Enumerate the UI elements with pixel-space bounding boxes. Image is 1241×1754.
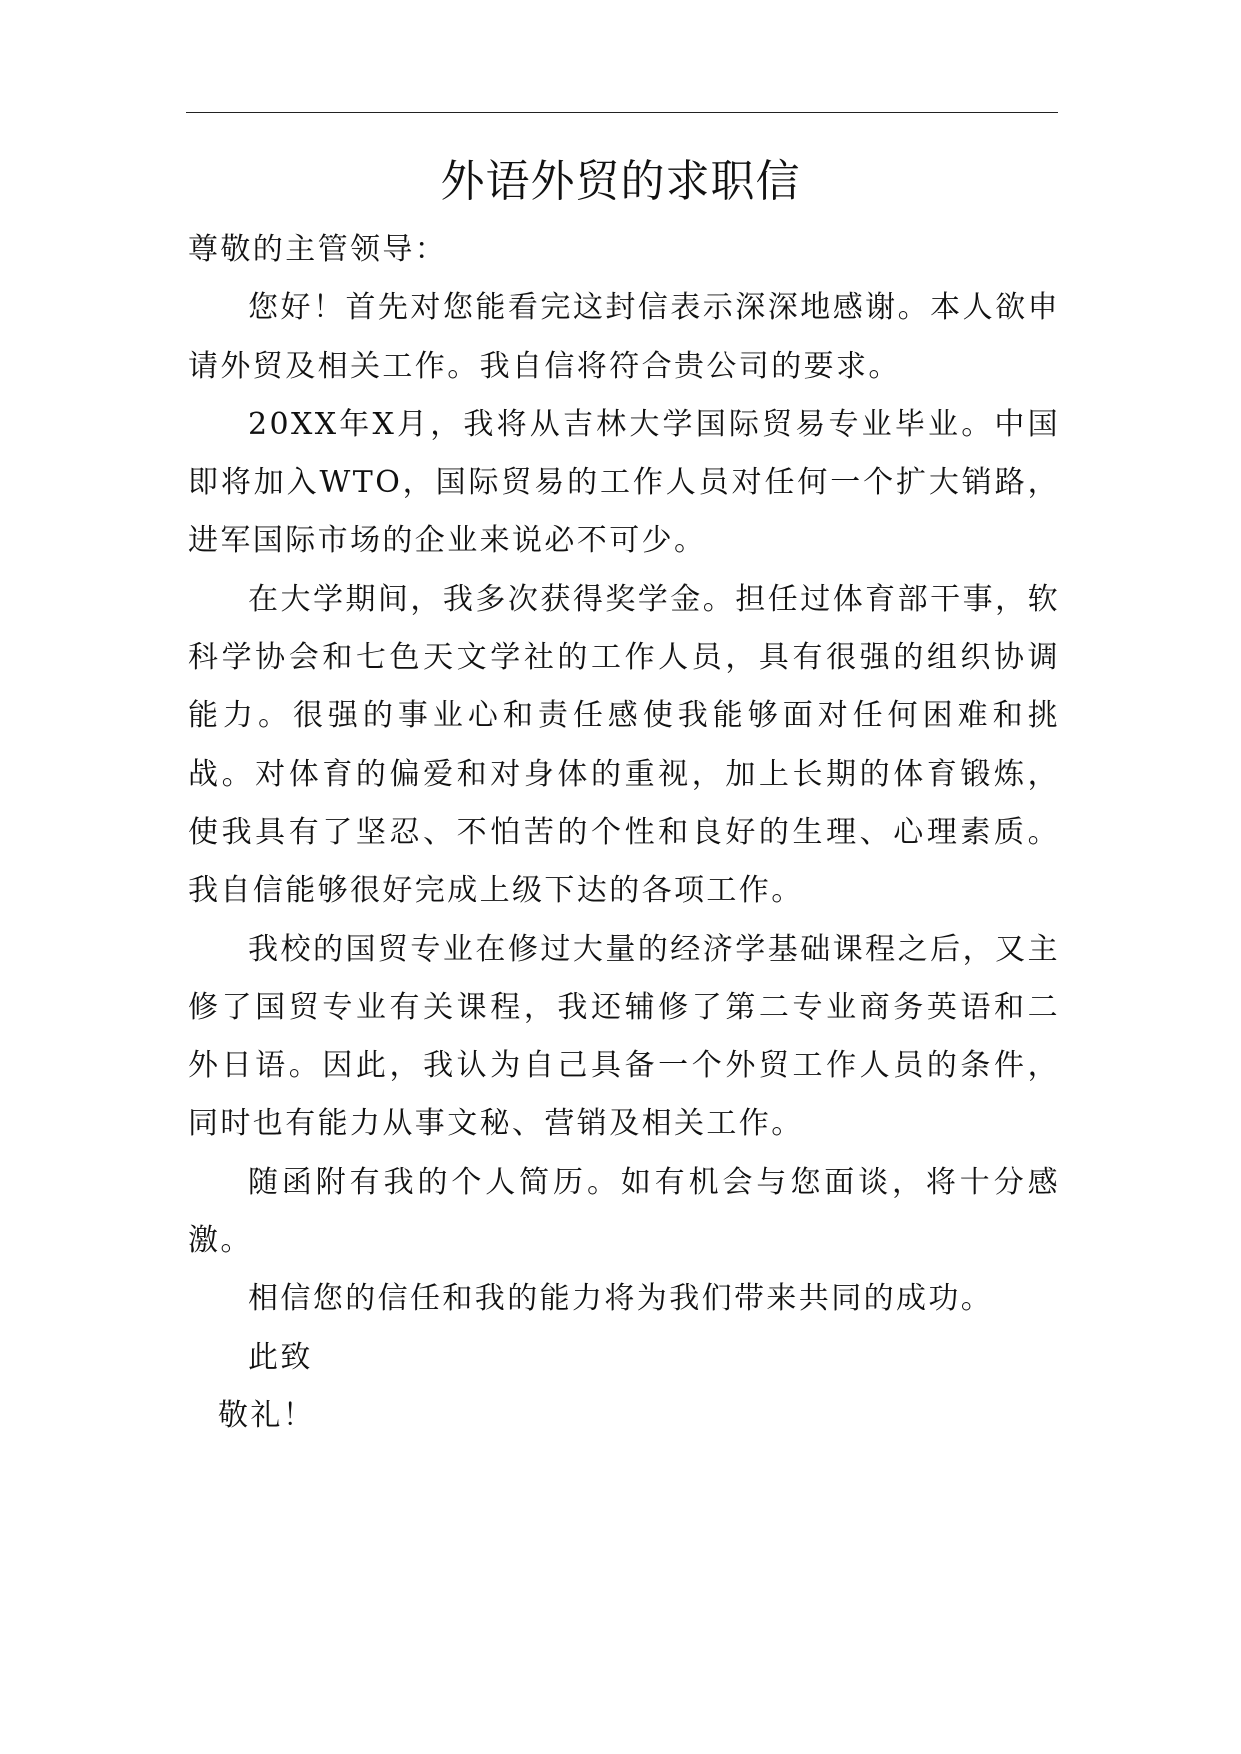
page-title: 外语外贸的求职信 xyxy=(440,156,801,207)
paragraph-university-experience: 在大学期间，我多次获得奖学金。担任过体育部干事，软科学协会和七色天文学社的工作人员，具有很强的组织协调能力。很强的事业心和责任感使我能够面对任何困难和挑战。对体育的偏爱和对身体的重视，加上长期的体育锻炼，使我具有了坚忍、不怕苦的个性和良好的生理、心理素质。我自信能够很好完成上级下达的各项工作。 xyxy=(188,581,1060,909)
paragraph-greeting: 您好！首先对您能看完这封信表示深深地感谢。本人欲申请外贸及相关工作。我自信将符合贵公司的要求。 xyxy=(188,290,1060,384)
paragraph-coursework: 我校的国贸专业在修过大量的经济学基础课程之后，又主修了国贸专业有关课程，我还辅修了第二专业商务英语和二外日语。因此，我认为自己具备一个外贸工作人员的条件，同时也有能力从事文秘、营销及相关工作。 xyxy=(188,931,1060,1142)
paragraph-confidence: 相信您的信任和我的能力将为我们带来共同的成功。 xyxy=(248,1281,994,1317)
letter-body xyxy=(188,221,1060,1445)
header-rule xyxy=(186,112,1058,113)
closing-prefix: 此致 xyxy=(248,1339,313,1375)
paragraph-resume-attached: 随函附有我的个人简历。如有机会与您面谈，将十分感激。 xyxy=(188,1164,1060,1259)
closing-respect: 敬礼！ xyxy=(218,1397,316,1433)
salutation: 尊敬的主管领导： xyxy=(188,232,448,267)
paragraph-graduation: 20XX年X月，我将从吉林大学国际贸易专业毕业。中国即将加入WTO，国际贸易的工作人员对任何一个扩大销路，进军国际市场的企业来说必不可少。 xyxy=(188,406,1060,559)
